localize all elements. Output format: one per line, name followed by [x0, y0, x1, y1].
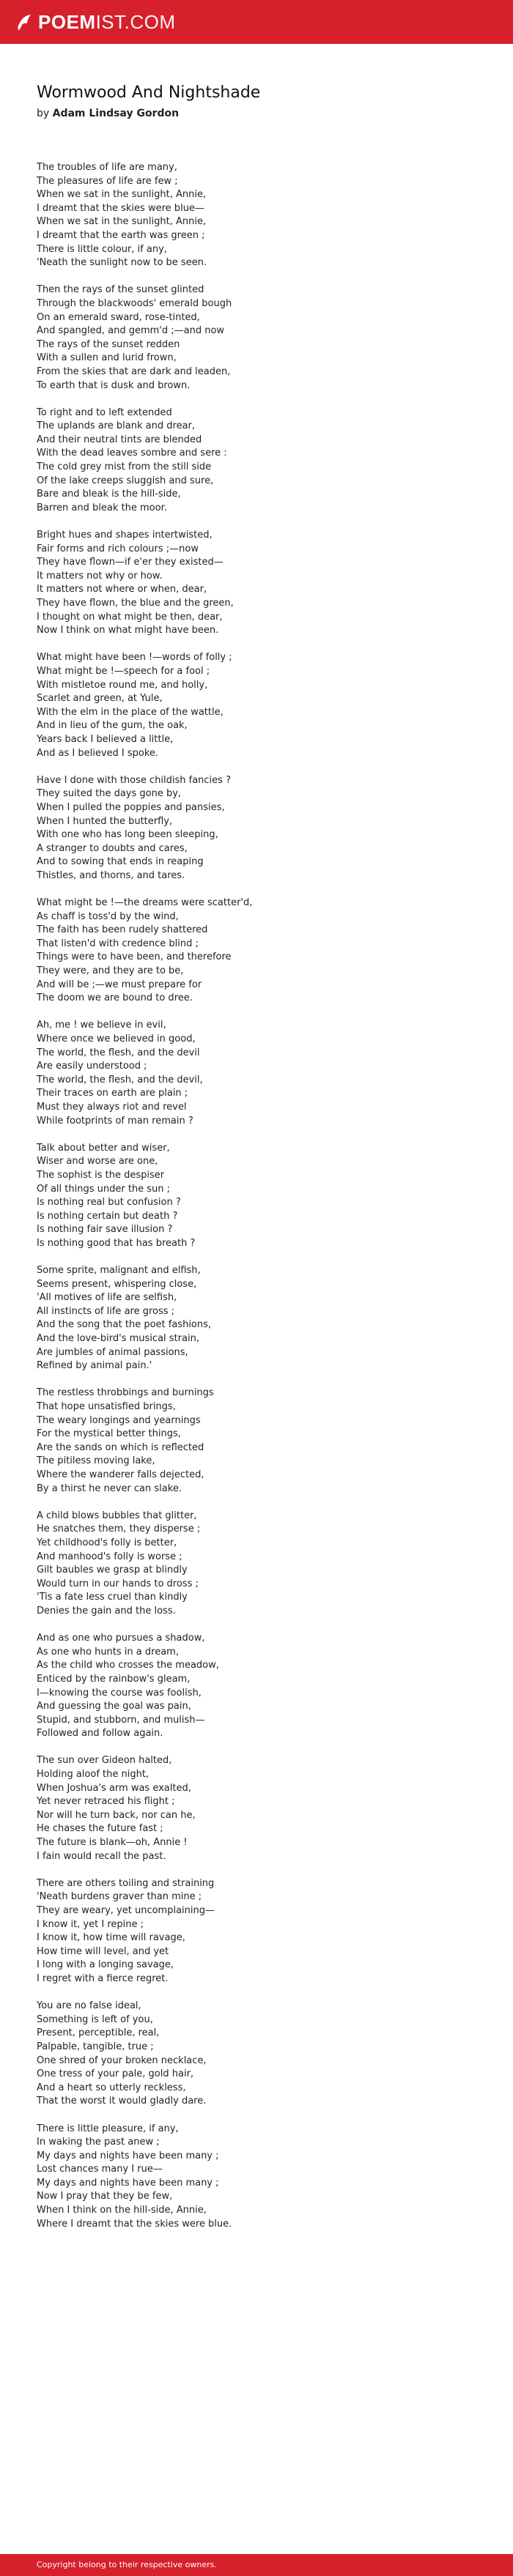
poem-line: Lost chances many I rue—: [37, 2164, 163, 2175]
poem-line: Seems present, whispering close,: [37, 1278, 197, 1290]
poem-line: 'Neath burdens graver than mine ;: [37, 1891, 202, 1903]
poem-stanza: [37, 1877, 491, 1986]
poem-line: I—knowing the course was foolish,: [37, 1687, 202, 1699]
poem-stanza: [37, 1019, 491, 1128]
poem-line: I fain would recall the past.: [37, 1850, 166, 1862]
poem-stanza: [37, 774, 491, 883]
poem-line: In waking the past anew ;: [37, 2137, 160, 2148]
poem-line: There is little colour, if any,: [37, 243, 167, 255]
poem-line: Are jumbles of animal passions,: [37, 1346, 188, 1358]
poem-line: On an emerald sward, rose-tinted,: [37, 311, 200, 323]
poem-line: Through the blackwoods' emerald bough: [37, 297, 232, 309]
poem-line: When we sat in the sunlight, Annie,: [37, 189, 207, 201]
poem-line: The future is blank—oh, Annie !: [37, 1837, 188, 1849]
poem-line: One tress of your pale, gold hair,: [37, 2068, 194, 2080]
poem-line: Enticed by the rainbow's gleam,: [37, 1673, 191, 1685]
poem-line: The rays of the sunset redden: [37, 338, 180, 350]
poem-line: Some sprite, malignant and elfish,: [37, 1265, 201, 1277]
poem-line: I know it, yet I repine ;: [37, 1918, 144, 1930]
poem-stanza: [37, 1754, 491, 1863]
poem-line: And a heart so utterly reckless,: [37, 2082, 186, 2093]
poem-line: Scarlet and green, at Yule,: [37, 693, 163, 705]
poem-line: Followed and follow again.: [37, 1728, 163, 1740]
site-footer: [0, 2554, 513, 2576]
poem-title: Wormwood And Nightshade: [37, 83, 261, 102]
poem-line: The world, the flesh, and the devil: [37, 1047, 200, 1058]
poem-stanza: [37, 1632, 491, 1741]
poem-line: And will be ;—we must prepare for: [37, 979, 202, 990]
poem-line: When Joshua's arm was exalted,: [37, 1782, 191, 1794]
poem-line: Is nothing real but confusion ?: [37, 1197, 181, 1209]
poem-line: Then the rays of the sunset glinted: [37, 284, 204, 296]
poem-line: All instincts of life are gross ;: [37, 1305, 175, 1317]
poem-line: And in lieu of the gum, the oak,: [37, 720, 188, 732]
poem-line: The doom we are bound to dree.: [37, 992, 193, 1004]
poem-line: I regret with a fierce regret.: [37, 1972, 169, 1984]
poem-line: When I pulled the poppies and pansies,: [37, 801, 225, 813]
poem-line: I dreamt that the skies were blue—: [37, 202, 204, 214]
poem-line: From the skies that are dark and leaden,: [37, 365, 231, 377]
poem-stanza: [37, 161, 491, 270]
poem-line: Holding aloof the night,: [37, 1769, 150, 1781]
poem-line: It matters not where or when, dear,: [37, 584, 207, 595]
poem-line: With the dead leaves sombre and sere :: [37, 448, 227, 459]
poem-line: A stranger to doubts and cares,: [37, 842, 188, 854]
poem-line: When we sat in the sunlight, Annie,: [37, 216, 207, 228]
logo-wordmark: [38, 9, 176, 35]
poem-line: And the love-bird's musical strain,: [37, 1333, 199, 1345]
poem-stanza: [37, 1142, 491, 1251]
poem-line: And as one who pursues a shadow,: [37, 1633, 205, 1644]
copyright-notice: Copyright belong to their respective owners.: [37, 2560, 217, 2569]
poem-body: [37, 161, 491, 2245]
poem-line: That the worst it would gladly dare.: [37, 2096, 207, 2107]
poem-line: And manhood's folly is worse ;: [37, 1551, 182, 1562]
poem-line: He snatches them, they disperse ;: [37, 1523, 201, 1535]
poem-stanza: [37, 1510, 491, 1619]
poem-line: There are others toiling and straining: [37, 1877, 215, 1889]
poem-line: They have flown, the blue and the green,: [37, 598, 234, 609]
poem-line: Something is left of you,: [37, 2013, 153, 2025]
poem-line: As the child who crosses the meadow,: [37, 1660, 219, 1671]
poem-line: Years back I believed a little,: [37, 733, 174, 745]
poem-stanza: [37, 2000, 491, 2109]
poem-line: Gilt baubles we grasp at blindly: [37, 1564, 188, 1576]
poem-line: The cold grey mist from the still side: [37, 461, 212, 473]
poem-line: Wiser and worse are one,: [37, 1156, 158, 1168]
poem-line: While footprints of man remain ?: [37, 1115, 193, 1126]
poem-line: You are no false ideal,: [37, 2000, 141, 2012]
poem-line: 'All motives of life are selfish,: [37, 1292, 177, 1304]
poem-line: Barren and bleak the moor.: [37, 502, 167, 513]
poem-line: Bright hues and shapes intertwisted,: [37, 530, 213, 541]
poem-line: Ah, me ! we believe in evil,: [37, 1020, 166, 1031]
poem-line: The sophist is the despiser: [37, 1169, 165, 1181]
poem-line: One shred of your broken necklace,: [37, 2055, 207, 2066]
poem-line: They suited the days gone by,: [37, 788, 182, 800]
poem-line: He chases the future fast ;: [37, 1823, 163, 1835]
poem-line: Have I done with those childish fancies ?: [37, 774, 231, 786]
poem-line: And spangled, and gemm'd ;—and now: [37, 325, 225, 337]
poem-line: Nor will he turn back, nor can he,: [37, 1809, 196, 1821]
poem-stanza: [37, 2123, 491, 2232]
poem-line: And to sowing that ends in reaping: [37, 856, 204, 868]
logo-light-text: IST.COM: [95, 11, 176, 33]
poem-line: Yet childhood's folly is better,: [37, 1537, 177, 1548]
poem-line: With mistletoe round me, and holly,: [37, 679, 208, 691]
poem-line: There is little pleasure, if any,: [37, 2123, 179, 2134]
poem-line: Is nothing certain but death ?: [37, 1210, 178, 1222]
poem-line: The sun over Gideon halted,: [37, 1755, 172, 1767]
poem-line: That hope unsatisfied brings,: [37, 1401, 176, 1413]
poem-line: Now I think on what might have been.: [37, 625, 219, 636]
poem-line: The pitiless moving lake,: [37, 1455, 155, 1467]
bird-icon: [16, 13, 32, 31]
poem-line: Thistles, and thorns, and tares.: [37, 869, 185, 881]
poem-line: To earth that is dusk and brown.: [37, 379, 191, 391]
poem-line: What might have been !—words of folly ;: [37, 652, 232, 664]
poem-line: The faith has been rudely shattered: [37, 924, 208, 936]
poem-line: Of the lake creeps sluggish and sure,: [37, 475, 214, 486]
poem-line: What might be !—speech for a fool ;: [37, 665, 210, 677]
poem-stanza: [37, 897, 491, 1006]
poem-stanza: [37, 283, 491, 393]
poem-stanza: [37, 529, 491, 638]
poem-line: When I hunted the butterfly,: [37, 815, 173, 827]
poem-line: Are easily understood ;: [37, 1061, 147, 1072]
poem-stanza: [37, 407, 491, 516]
logo-bold-text: POEM: [38, 11, 96, 33]
byline: [37, 107, 179, 120]
poem-line: I know it, how time will ravage,: [37, 1932, 185, 1944]
poem-line: I long with a longing savage,: [37, 1959, 174, 1971]
poem-line: And as I believed I spoke.: [37, 747, 159, 759]
site-logo[interactable]: [16, 9, 176, 35]
by-label: by: [37, 108, 50, 119]
poem-line: My days and nights have been many ;: [37, 2177, 219, 2189]
poem-line: The world, the flesh, and the devil,: [37, 1074, 203, 1085]
poem-line: Denies the gain and the loss.: [37, 1605, 176, 1617]
poem-line: The restless throbbings and burnings: [37, 1387, 214, 1399]
poem-line: And the song that the poet fashions,: [37, 1319, 212, 1331]
poem-line: I dreamt that the earth was green ;: [37, 229, 205, 241]
poem-line: That listen'd with credence blind ;: [37, 938, 199, 949]
poem-line: And their neutral tints are blended: [37, 434, 202, 445]
poem-line: Of all things under the sun ;: [37, 1183, 171, 1195]
poem-line: When I think on the hill-side, Annie,: [37, 2205, 207, 2216]
poem-line: Talk about better and wiser,: [37, 1142, 170, 1154]
author-link[interactable]: Adam Lindsay Gordon: [52, 108, 180, 119]
poem-line: Palpable, tangible, true ;: [37, 2041, 154, 2052]
poem-line: What might be !—the dreams were scatter'd,: [37, 897, 253, 909]
poem-line: They have flown—if e'er they existed—: [37, 557, 224, 568]
poem-line: With one who has long been sleeping,: [37, 829, 218, 841]
poem-line: The pleasures of life are few ;: [37, 175, 178, 187]
poem-line: With the elm in the place of the wattle,: [37, 706, 224, 718]
poem-line: 'Tis a fate less cruel than kindly: [37, 1592, 188, 1603]
poem-line: For the mystical better things,: [37, 1428, 181, 1440]
poem-line: Are the sands on which is reflected: [37, 1441, 204, 1453]
poem-line: Stupid, and stubborn, and mulish—: [37, 1714, 205, 1726]
poem-line: Refined by animal pain.': [37, 1360, 152, 1372]
poem-line: Now I pray that they be few,: [37, 2191, 173, 2202]
poem-line: Bare and bleak is the hill-side,: [37, 489, 181, 500]
poem-line: Present, perceptible, real,: [37, 2027, 160, 2039]
poem-line: Where once we believed in good,: [37, 1033, 196, 1044]
poem-line: With a sullen and lurid frown,: [37, 352, 177, 364]
poem-line: Must they always riot and revel: [37, 1101, 187, 1113]
poem-line: Is nothing good that has breath ?: [37, 1237, 196, 1249]
poem-line: They were, and they are to be,: [37, 965, 184, 977]
poem-stanza: [37, 651, 491, 760]
poem-line: Fair forms and rich colours ;—now: [37, 543, 199, 554]
poem-line: By a thirst he never can slake.: [37, 1482, 182, 1494]
poem-line: Their traces on earth are plain ;: [37, 1088, 188, 1099]
poem-line: The uplands are blank and drear,: [37, 420, 196, 432]
poem-stanza: [37, 1264, 491, 1373]
poem-line: Would turn in our hands to dross ;: [37, 1578, 199, 1589]
poem-line: 'Neath the sunlight now to be seen.: [37, 257, 207, 269]
poem-line: They are weary, yet uncomplaining—: [37, 1905, 215, 1916]
poem-line: The weary longings and yearnings: [37, 1414, 201, 1426]
poem-stanza: [37, 1387, 491, 1496]
poem-line: The troubles of life are many,: [37, 162, 177, 173]
poem-line: I thought on what might be then, dear,: [37, 611, 223, 623]
poem-line: To right and to left extended: [37, 407, 172, 418]
poem-line: As chaff is toss'd by the wind,: [37, 910, 179, 922]
poem-line: Where I dreamt that the skies were blue.: [37, 2218, 232, 2230]
poem-line: As one who hunts in a dream,: [37, 1646, 179, 1658]
poem-line: It matters not why or how.: [37, 570, 163, 582]
poem-line: A child blows bubbles that glitter,: [37, 1510, 197, 1521]
poem-line: How time will level, and yet: [37, 1945, 169, 1957]
poem-line: And guessing the goal was pain,: [37, 1701, 191, 1712]
poem-line: Yet never retraced his flight ;: [37, 1796, 175, 1808]
poem-line: My days and nights have been many ;: [37, 2150, 219, 2161]
poem-line: Things were to have been, and therefore: [37, 951, 232, 963]
site-header: [0, 0, 513, 44]
poem-line: Where the wanderer falls dejected,: [37, 1469, 204, 1480]
poem-line: Is nothing fair save illusion ?: [37, 1224, 173, 1236]
